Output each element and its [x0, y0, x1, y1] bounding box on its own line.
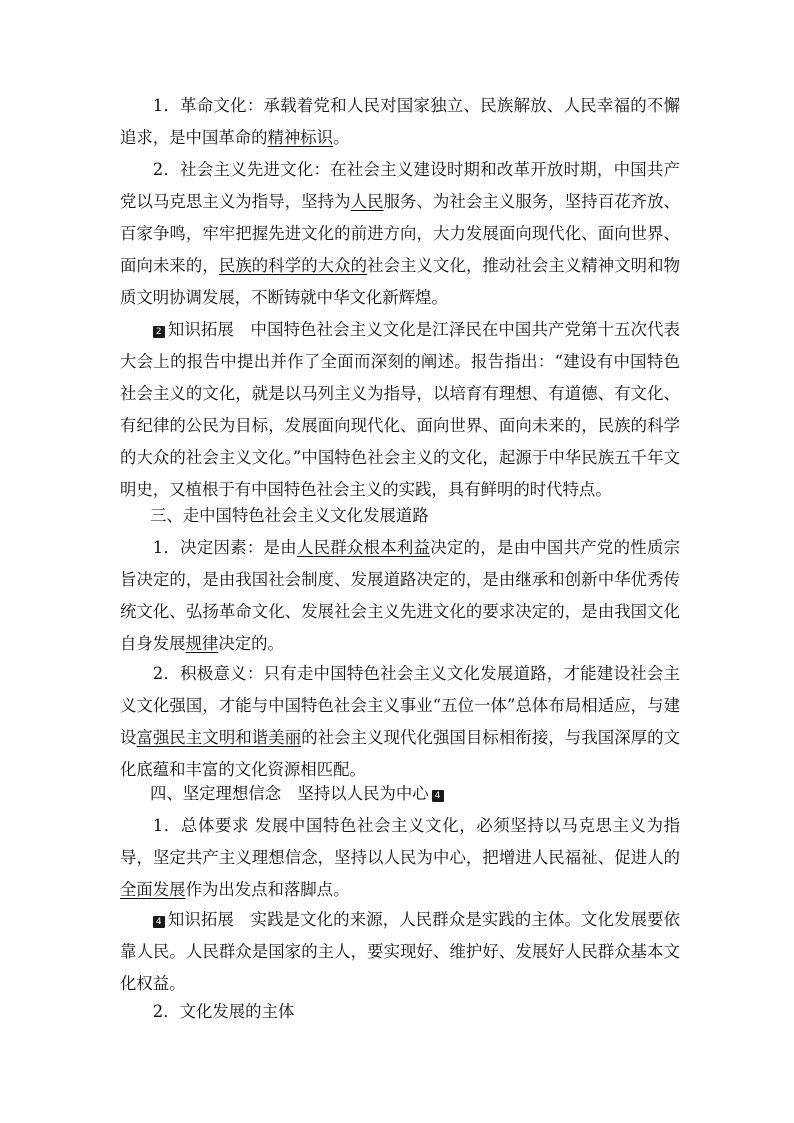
- paragraph-overall-requirements: 1．总体要求 发展中国特色社会主义文化，必须坚持以马克思主义为指导，坚定共产主义理想信念，坚持以人民为中心，把增进人民福祉、促进人的全面发展作为出发点和落脚点。: [120, 816, 680, 899]
- knowledge-extension-box-2: 4 知识拓展 实践是文化的来源，人民群众是实践的主体。文化发展要依靠人民。人民群众是国家的主人，要实现好、维护好、发展好人民群众基本文化权益。: [120, 910, 681, 993]
- knowledge-extension-box-1: 2 知识拓展 中国特色社会主义文化是江泽民在中国共产党第十五次代表大会上的报告中提出并作了全面而深刻的阐述。报告指出：“建设有中国特色社会主义的文化，就是以马列主义为指导，以培育有理想、有道德、有文化、有纪律的公民为目标，发展面向现代化、面向世界、面向未来的，民族的科学的大众的社会主义文化。”中国特色社会主义的文化，起源于中华民族五千年文明史，又植根于有中国特色社会主义的实践，具有鲜明的时代特点。: [120, 320, 681, 499]
- underlined-term: 全面发展: [120, 880, 186, 899]
- section-heading-3: 三、走中国特色社会主义文化发展道路: [150, 506, 429, 525]
- underlined-term: 富强民主文明和谐美丽: [136, 728, 302, 747]
- extension-label: 知识拓展: [167, 320, 235, 339]
- underlined-term: 人民: [350, 192, 384, 211]
- paragraph-determining-factors: 1．决定因素：是由人民群众根本利益决定的，是由中国共产党的性质宗旨决定的，是由我国社会制度、发展道路决定的，是由继承和创新中华优秀传统文化、弘扬革命文化、发展社会主义先进文化的要求决定的，是由我国文化自身发展规律决定的。: [120, 538, 681, 653]
- extension-marker-icon: 2: [153, 326, 165, 338]
- underlined-term: 人民群众根本利益: [296, 538, 431, 557]
- underlined-term: 规律: [185, 634, 219, 653]
- paragraph-cultural-subject: 2．文化发展的主体: [152, 1002, 295, 1021]
- underlined-term: 精神标识: [267, 128, 334, 147]
- paragraph-positive-significance: 2．积极意义：只有走中国特色社会主义文化发展道路，才能建设社会主义文化强国，才能与中国特色社会主义事业“五位一体”总体布局相适应，与建设富强民主文明和谐美丽的社会主义现代化强国目标相衔接，与我国深厚的文化底蕴和丰富的文化资源相匹配。: [120, 664, 681, 779]
- extension-label: 知识拓展: [167, 910, 235, 929]
- paragraph-revolutionary-culture: 1．革命文化：承载着党和人民对国家独立、民族解放、人民幸福的不懈追求，是中国革命的精神标识。: [120, 96, 680, 147]
- paragraph-advanced-socialist-culture: 2．社会主义先进文化：在社会主义建设时期和改革开放时期，中国共产党以马克思主义为指导，坚持为人民服务、为社会主义服务，坚持百花齐放、百家争鸣，牢牢把握先进文化的前进方向，大力发展面向现代化、面向世界、面向未来的，民族的科学的大众的社会主义文化，推动社会主义精神文明和物质文明协调发展，不断铸就中华文化新辉煌。: [120, 160, 681, 307]
- extension-marker-icon: 4: [153, 916, 165, 928]
- underlined-term: 民族的科学的大众的: [218, 256, 368, 275]
- heading-marker-icon: 4: [432, 790, 444, 802]
- section-heading-4: 四、坚定理想信念 坚持以人民为中心 4: [150, 778, 447, 810]
